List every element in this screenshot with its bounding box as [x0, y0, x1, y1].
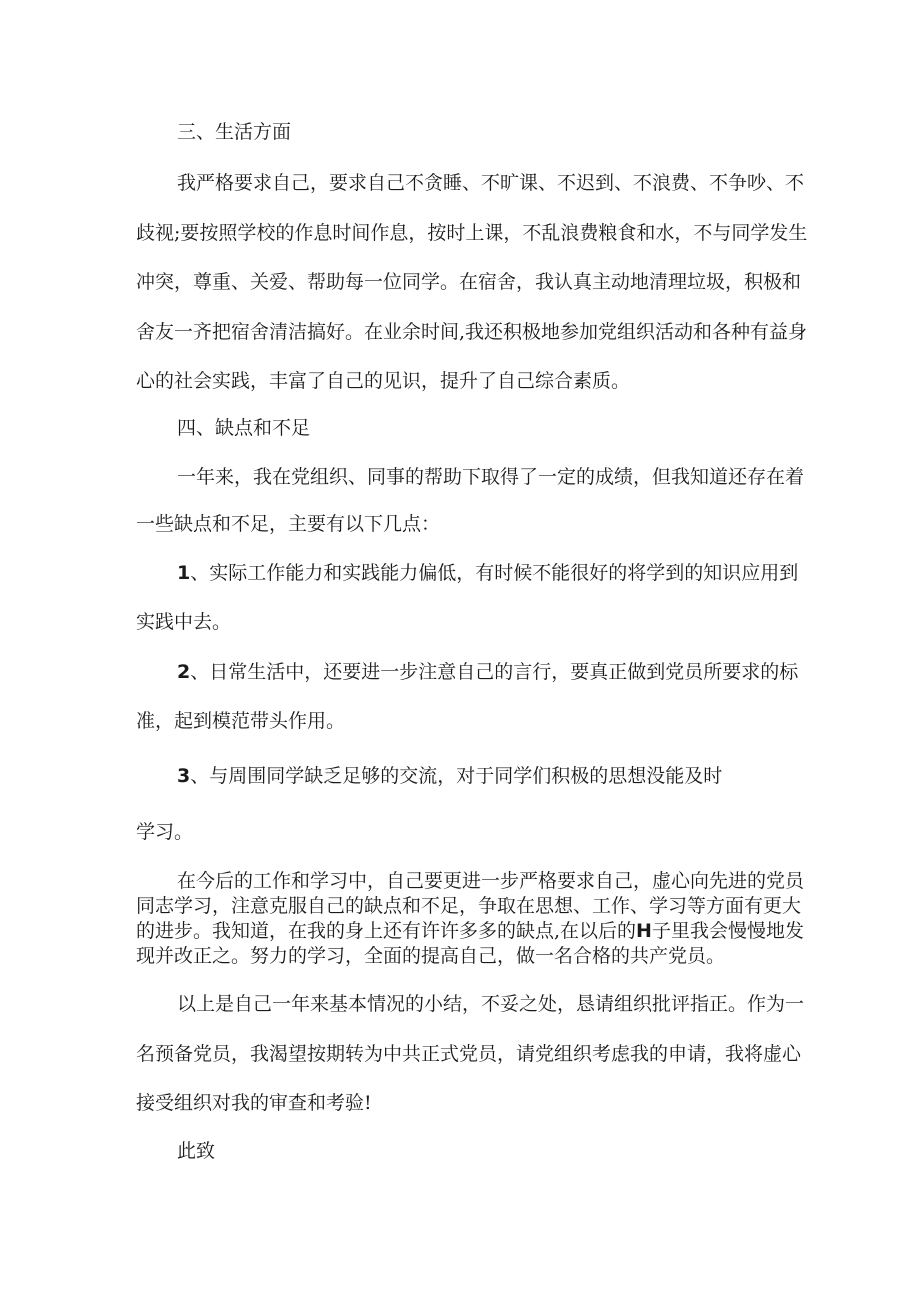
future-line-4: 现并改正之。努力的学习，全面的提高自己，做一名合格的共产党员。: [136, 945, 726, 967]
future-line-2: 同志学习，注意克服自己的缺点和不足，争取在思想、工作、学习等方面有更大: [136, 895, 802, 917]
section-3-line-2: 歧视;要按照学校的作息时间作息，按时上课，不乱浪费粮食和水，不与同学发生: [136, 222, 808, 244]
section-3-heading: 三、生活方面: [177, 121, 292, 143]
item-3-line-2: 学习。: [136, 821, 194, 843]
section-3-line-4: 舍友一齐把宿舍清洁搞好。在业余时间,我还积极地参加党组织活动和各种有益身: [136, 321, 808, 343]
item-3-line-1: [177, 764, 722, 788]
closing-salutation: 此致: [177, 1140, 216, 1162]
item-2-line-2: 准，起到模范带头作用。: [136, 710, 346, 732]
future-line-3-text-a: 的进步。我知道，在我的身上还有许许多多的缺点,在以后的: [136, 920, 637, 942]
section-4-heading: 四、缺点和不足: [177, 417, 311, 439]
section-4-intro-line-2: 一些缺点和不足，主要有以下几点：: [136, 513, 441, 535]
summary-line-1: 以上是自己一年来基本情况的小结，不妥之处，恳请组织批评指正。作为一: [177, 993, 805, 1015]
item-3-number: 3: [177, 765, 191, 787]
item-2-line-1: [177, 660, 798, 684]
item-1-text: 、实际工作能力和实践能力偏低，有时候不能很好的将学到的知识应用到: [190, 562, 799, 584]
item-1-line-2: 实践中去。: [136, 611, 232, 633]
summary-line-2: 名预备党员，我渴望按期转为中共正式党员，请党组织考虑我的申请，我将虚心: [136, 1043, 802, 1065]
future-line-1: 在今后的工作和学习中，自己要更进一步严格要求自己，虚心向先进的党员: [177, 870, 805, 892]
summary-line-3: 接受组织对我的审查和考验!: [136, 1092, 372, 1114]
item-2-number: 2: [177, 661, 191, 683]
future-line-3: [136, 919, 804, 943]
section-3-line-3: 冲突，尊重、关爱、帮助每一位同学。在宿舍，我认真主动地清理垃圾，积极和: [136, 271, 802, 293]
future-line-3-text-b: 子里我会慢慢地发: [651, 920, 804, 942]
item-3-text: 、与周围同学缺乏足够的交流，对于同学们积极的思想没能及时: [190, 765, 723, 787]
item-1-line-1: [177, 561, 798, 585]
item-1-number: 1: [177, 562, 191, 584]
section-3-line-5: 心的社会实践，丰富了自己的见识，提升了自己综合素质。: [136, 370, 631, 392]
future-line-3-glyph: H: [636, 920, 652, 942]
section-4-intro-line-1: 一年来，我在党组织、同事的帮助下取得了一定的成绩，但我知道还存在着: [177, 466, 805, 488]
section-3-line-1: 我严格要求自己，要求自己不贪睡、不旷课、不迟到、不浪费、不争吵、不: [177, 172, 805, 194]
item-2-text: 、日常生活中，还要进一步注意自己的言行，要真正做到党员所要求的标: [190, 661, 799, 683]
